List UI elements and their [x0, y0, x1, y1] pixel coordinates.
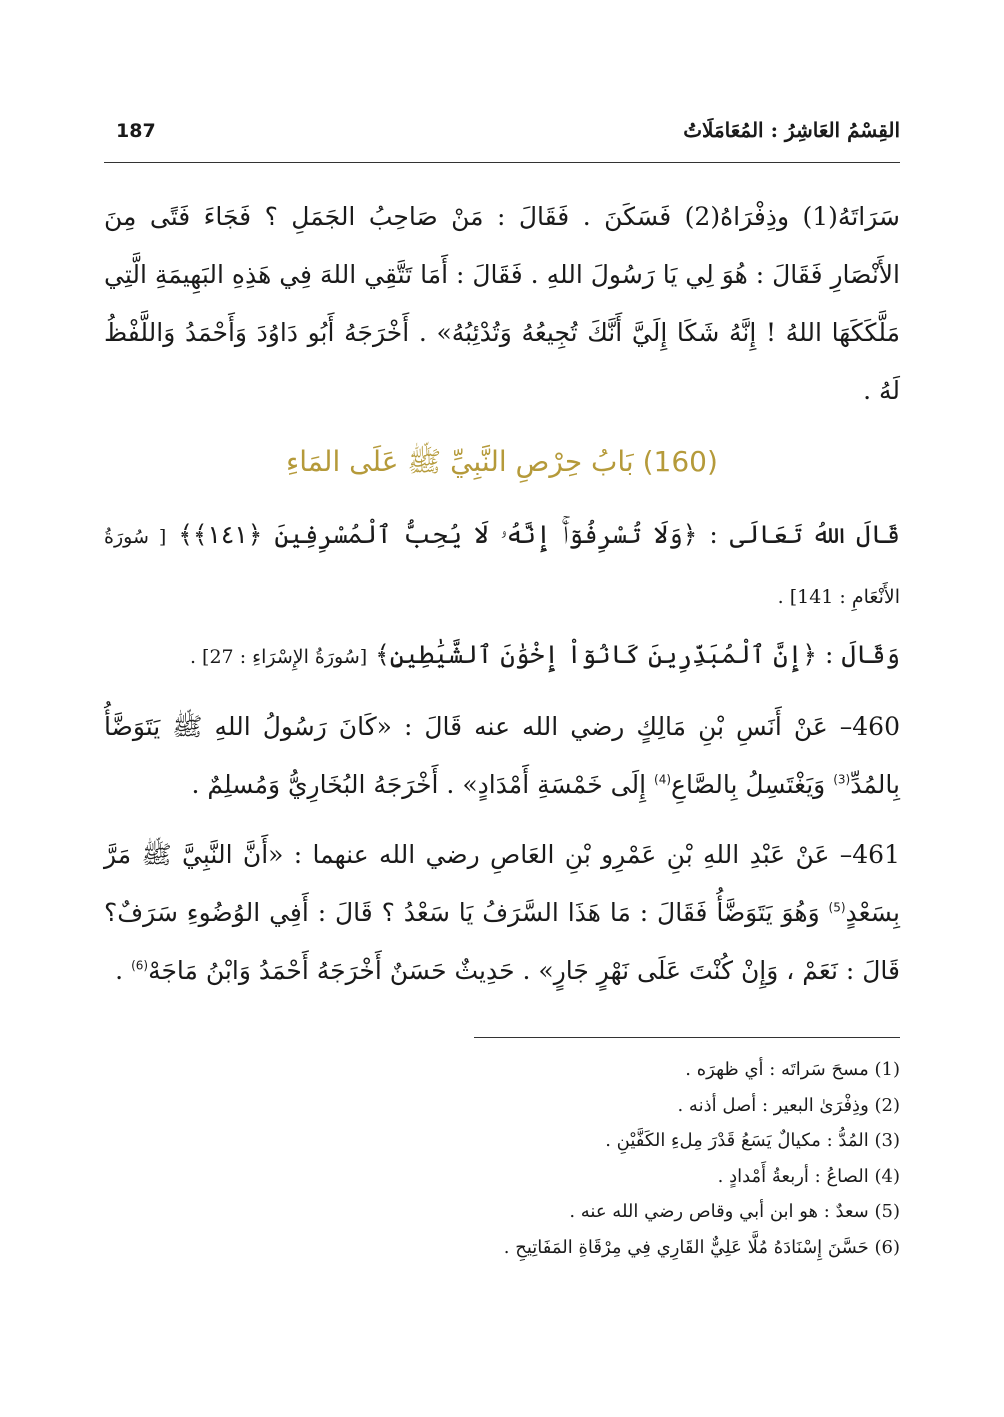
- quran-verse-2: [104, 626, 900, 686]
- quran-verse-2-citation: [سُورَةُ الإِسْرَاءِ : 27] .: [189, 646, 368, 668]
- footnote-6: (6) حَسَّنَ إِسْنَادَهُ مُلَّا عَلِيٌّ القَارِي فِي مِرْقَاةِ المَفَاتِيحِ .: [503, 1236, 900, 1258]
- quran-verse-1-citation: [ سُورَةُ الأَنْعَامِ : 141] .: [104, 526, 900, 608]
- hadith-460-text-b: وَيَغْتَسِلُ بِالصَّاعِ: [671, 770, 834, 799]
- footnote-1: (1) مسحَ سَراتَه : أي ظهرَه .: [685, 1059, 900, 1080]
- paragraph-continuation: سَرَاتَهُ(1) وذِفْرَاهُ(2) فَسَكَنَ . فَقَالَ : مَنْ صَاحِبُ الجَمَلِ ؟ فَجَاءَ فَتًى مِنَ الأَنْصَارِ فَقَالَ : هُوَ لِي يَا رَسُولَ اللهِ . فَقَالَ : أَمَا تَتَّقِي اللهَ فِي هَذِهِ البَهِيمَةِ الَّتِي مَلَّكَكَهَا اللهُ ! إِنَّهُ شَكَا إِلَيَّ أَنَّكَ تُجِيعُهُ وَتُدْئِبُهُ» . أَخْرَجَهُ أَبُو دَاوُدَ وَأَحْمَدُ وَاللَّفْظُ لَهُ .: [104, 202, 900, 405]
- hadith-461-text-b: وَهُوَ يَتَوَضَّأُ فَقَالَ : مَا هَذَا السَّرَفُ يَا سَعْدُ ؟ قَالَ : أَفِي الوُضُوءِ سَرَفٌ؟ قَالَ : نَعَمْ ، وَإِنْ كُنْتَ عَلَى نَهْرٍ جَارٍ» . حَدِيثٌ حَسَنٌ أَخْرَجَهُ أَحْمَدُ وَابْنُ مَاجَهْ: [104, 898, 900, 985]
- running-title: القِسْمُ العَاشِرُ : المُعَامَلَاتُ: [683, 118, 900, 142]
- hadith-460-text-c: إِلَى خَمْسَةِ أَمْدَادٍ» . أَخْرَجَهُ البُخَارِيُّ وَمُسلِمٌ .: [191, 770, 655, 799]
- hadith-461-text-c: .: [115, 956, 132, 985]
- body-text: [104, 188, 900, 1000]
- footnote-4: (4) الصاعُ : أربعةُ أَمْدادٍ .: [717, 1165, 900, 1187]
- footnote-marker-6: (6): [131, 958, 149, 973]
- footnote-rule: [474, 1037, 900, 1038]
- hadith-461: [104, 826, 900, 1000]
- footnote-2: (2) وذِفْرَىٰ البعير : أصل أذنه .: [677, 1094, 900, 1116]
- footnotes: [260, 1052, 900, 1265]
- quran-verse-1: [104, 506, 900, 626]
- footnote-marker-4: (4): [654, 772, 672, 787]
- footnote-marker-3: (3): [833, 772, 851, 787]
- hadith-461-text-a: 461– عَنْ عَبْدِ اللهِ بْنِ عَمْرِو بْنِ العَاصِ رضي الله عنهما : «أَنَّ النَّبِيَّ ﷺ مَرَّ بِسَعْدٍ: [104, 840, 900, 927]
- page-number: 187: [116, 120, 156, 142]
- footnote-marker-5: (5): [828, 900, 846, 915]
- running-head: [100, 118, 900, 158]
- footnote-5: (5) سعدٌ : هو ابن أبي وقاص رضي الله عنه .: [569, 1201, 900, 1222]
- quran-verse-2-text: وَقَالَ : ﴿إِنَّ ٱلْمُبَذِّرِينَ كَانُوٓاْ إِخْوَٰنَ ٱلشَّيَٰطِينِ﴾: [375, 640, 900, 669]
- hadith-460: [104, 698, 900, 814]
- quran-verse-1-text: قَالَ اللهُ تَعَالَى : ﴿وَلَا تُسْرِفُوٓاْۚ إِنَّهُۥ لَا يُحِبُّ ٱلْمُسْرِفِينَ ﴿١٤١﴾﴾: [178, 520, 900, 549]
- chapter-heading: (160) بَابُ حِرْصِ النَّبِيِّ ﷺ عَلَى المَاءِ: [286, 445, 718, 478]
- hadith-460-text-a: 460– عَنْ أَنَسِ بْنِ مَالِكٍ رضي الله عنه قَالَ : «كَانَ رَسُولُ اللهِ ﷺ يَتَوَضَّأُ بِالمُدِّ: [104, 712, 900, 799]
- footnote-3: (3) المُدُّ : مكيالٌ يَسَعُ قَدْرَ مِلءِ الكَفَّيْنِ .: [605, 1130, 900, 1151]
- header-rule: [104, 162, 900, 163]
